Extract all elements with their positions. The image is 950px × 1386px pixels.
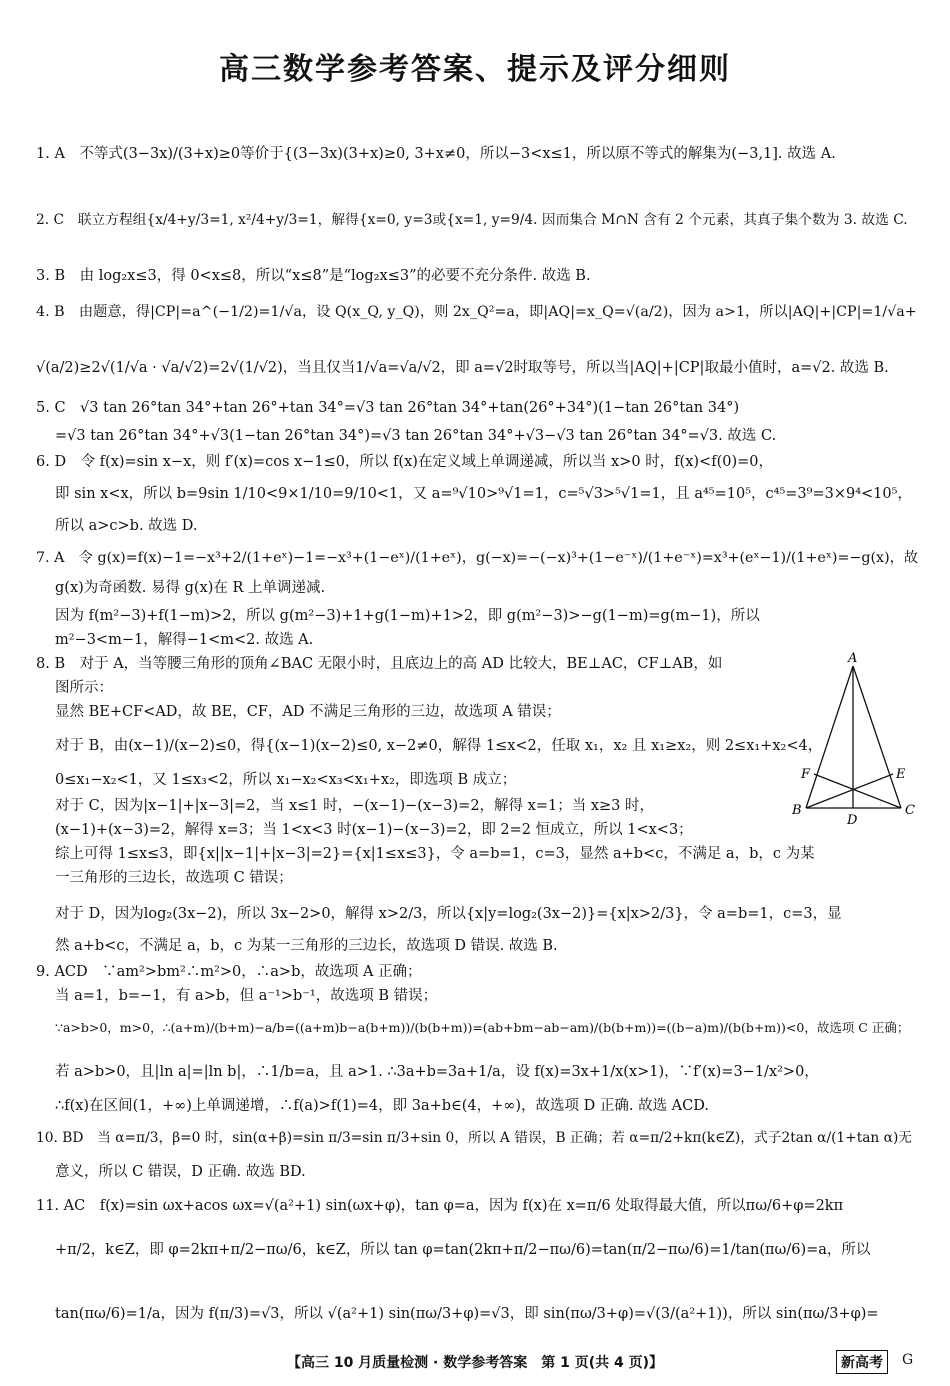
- page-footer: 【高三 10 月质量检测 · 数学参考答案 第 1 页(共 4 页)】: [286, 1355, 664, 1371]
- answer-line: 一三角形的三边长，故选项 C 错误；: [55, 870, 293, 886]
- label-b: B: [792, 803, 802, 818]
- answer-line: 综上可得 1≤x≤3，即{x||x−1|+|x−3|=2}={x|1≤x≤3}，令 a=b=1，c=3，显然 a+b<c，不满足 a，b，c 为某: [55, 846, 815, 862]
- series-letter: G: [902, 1352, 914, 1368]
- answer-line: m²−3<m−1，解得−1<m<2. 故选 A.: [55, 632, 314, 648]
- answer-line: 10. BD 当 α=π/3，β=0 时，sin(α+β)=sin π/3=sin π/3+sin 0，所以 A 错误，B 正确；若 α=π/2+kπ(k∈Z)，式子2tan α/(1+tan α)无: [36, 1130, 913, 1146]
- answer-line: =√3 tan 26°tan 34°+√3(1−tan 26°tan 34°)=√3 tan 26°tan 34°+√3−√3 tan 26°tan 34°=√3. 故选 C.: [55, 428, 777, 444]
- answer-line: 对于 B，由(x−1)/(x−2)≤0，得{(x−1)(x−2)≤0, x−2≠0，解得 1≤x<2，任取 x₁，x₂ 且 x₁≥x₂，则 2≤x₁+x₂<4，: [55, 738, 823, 754]
- answer-line: (x−1)+(x−3)=2，解得 x=3；当 1<x<3 时(x−1)−(x−3)=2，即 2=2 恒成立，所以 1<x<3；: [55, 822, 693, 838]
- answer-line: 所以 a>c>b. 故选 D.: [55, 518, 198, 534]
- answer-line: 意义，所以 C 错误，D 正确. 故选 BD.: [55, 1164, 306, 1180]
- answer-line: 6. D 令 f(x)=sin x−x，则 f′(x)=cos x−1≤0，所以 f(x)在定义域上单调递减，所以当 x>0 时，f(x)<f(0)=0，: [36, 454, 773, 470]
- label-f: F: [801, 767, 811, 782]
- answer-line: +π/2，k∈Z，即 φ=2kπ+π/2−πω/6，k∈Z，所以 tan φ=tan(2kπ+π/2−πω/6)=tan(π/2−πω/6)=1/tan(πω/6)=a，所以: [55, 1242, 871, 1258]
- answer-line: 对于 C，因为|x−1|+|x−3|=2，当 x≤1 时，−(x−1)−(x−3)=2，解得 x=1；当 x≥3 时，: [55, 798, 654, 814]
- label-c: C: [905, 803, 915, 818]
- answer-line: 4. B 由题意，得|CP|=a^(−1/2)=1/√a，设 Q(x_Q, y_Q)，则 2x_Q²=a，即|AQ|=x_Q=√(a/2)，因为 a>1，所以|AQ|+|CP|=1/√a+: [36, 304, 917, 320]
- answer-line: 0≤x₁−x₂<1，又 1≤x₃<2，所以 x₁−x₂<x₃<x₁+x₂，即选项 B 成立；: [55, 772, 517, 788]
- label-e: E: [896, 767, 906, 782]
- answer-line: 3. B 由 log₂x≤3，得 0<x≤8，所以“x≤8”是“log₂x≤3”的必要不充分条件. 故选 B.: [36, 268, 591, 284]
- answer-line: 1. A 不等式(3−3x)/(3+x)≥0等价于{(3−3x)(3+x)≥0, 3+x≠0，所以−3<x≤1，所以原不等式的解集为(−3,1]. 故选 A.: [36, 146, 836, 162]
- answer-line: 因为 f(m²−3)+f(1−m)>2，所以 g(m²−3)+1+g(1−m)+1>2，即 g(m²−3)>−g(1−m)=g(m−1)，所以: [55, 608, 760, 624]
- answer-line: 8. B 对于 A，当等腰三角形的顶角∠BAC 无限小时，且底边上的高 AD 比较大，BE⊥AC，CF⊥AB，如: [36, 656, 723, 672]
- answer-line: 显然 BE+CF<AD，故 BE，CF，AD 不满足三角形的三边，故选项 A 错误；: [55, 704, 561, 720]
- answer-line: ∵a>b>0，m>0，∴(a+m)/(b+m)−a/b=((a+m)b−a(b+m))/(b(b+m))=(ab+bm−ab−am)/(b(b+m))=((b−a)m)/(b(b+m))<0，故选项 C 正确；: [55, 1020, 910, 1035]
- answer-line: tan(πω/6)=1/a，因为 f(π/3)=√3，所以 √(a²+1) sin(πω/3+φ)=√3，即 sin(πω/3+φ)=√(3/(a²+1))，所以 sin(πω/3+φ)=: [55, 1306, 879, 1322]
- answer-line: 2. C 联立方程组{x/4+y/3=1, x²/4+y/3=1，解得{x=0, y=3或{x=1, y=9/4. 因而集合 M∩N 含有 2 个元素，其真子集个数为 3. 故选 C.: [36, 212, 908, 228]
- answer-line: 9. ACD ∵am²>bm²∴m²>0，∴a>b，故选项 A 正确；: [36, 964, 422, 980]
- answer-line: √(a/2)≥2√(1/√a · √a/√2)=2√(1/√2)，当且仅当1/√a=√a/√2，即 a=√2时取等号，所以当|AQ|+|CP|取最小值时，a=√2. 故选 B.: [36, 360, 889, 376]
- answer-line: 若 a>b>0，且|ln a|=|ln b|，∴1/b=a，且 a>1. ∴3a+b=3a+1/a，设 f(x)=3x+1/x(x>1)，∵f′(x)=3−1/x²>0，: [55, 1064, 819, 1080]
- answer-line: 11. AC f(x)=sin ωx+acos ωx=√(a²+1) sin(ωx+φ)，tan φ=a，因为 f(x)在 x=π/6 处取得最大值，所以πω/6+φ=2kπ: [36, 1198, 844, 1214]
- triangle-figure: [786, 648, 926, 828]
- exam-type-badge: 新高考: [836, 1350, 888, 1374]
- answer-line: ∴f(x)在区间(1，+∞)上单调递增，∴f(a)>f(1)=4，即 3a+b∈(4，+∞)，故选项 D 正确. 故选 ACD.: [55, 1098, 709, 1114]
- label-a: A: [848, 651, 858, 666]
- answer-line: 7. A 令 g(x)=f(x)−1=−x³+2/(1+eˣ)−1=−x³+(1−eˣ)/(1+eˣ)，g(−x)=−(−x)³+(1−e⁻ˣ)/(1+e⁻ˣ)=x³+(eˣ−1)/(1+eˣ)=−g(x)，故: [36, 550, 919, 566]
- answer-line: 图所示：: [55, 680, 113, 696]
- answer-line: g(x)为奇函数. 易得 g(x)在 R 上单调递减.: [55, 580, 326, 596]
- answer-line: 然 a+b<c，不满足 a，b，c 为某一三角形的三边长，故选项 D 错误. 故选 B.: [55, 938, 558, 954]
- answer-line: 当 a=1，b=−1，有 a>b，但 a⁻¹>b⁻¹，故选项 B 错误；: [55, 988, 438, 1004]
- answer-line: 5. C √3 tan 26°tan 34°+tan 26°+tan 34°=√3 tan 26°tan 34°+tan(26°+34°)(1−tan 26°tan 34°): [36, 400, 740, 416]
- label-d: D: [847, 813, 858, 828]
- page-title: 高三数学参考答案、提示及评分细则: [219, 52, 731, 87]
- answer-line: 即 sin x<x，所以 b=9sin 1/10<9×1/10=9/10<1，又 a=⁹√10>⁹√1=1，c=⁵√3>⁵√1=1，且 a⁴⁵=10⁵，c⁴⁵=3⁹=3×9⁴<10⁵，: [55, 486, 912, 502]
- answer-line: 对于 D，因为log₂(3x−2)，所以 3x−2>0，解得 x>2/3，所以{x|y=log₂(3x−2)}={x|x>2/3}，令 a=b=1，c=3，显: [55, 906, 842, 922]
